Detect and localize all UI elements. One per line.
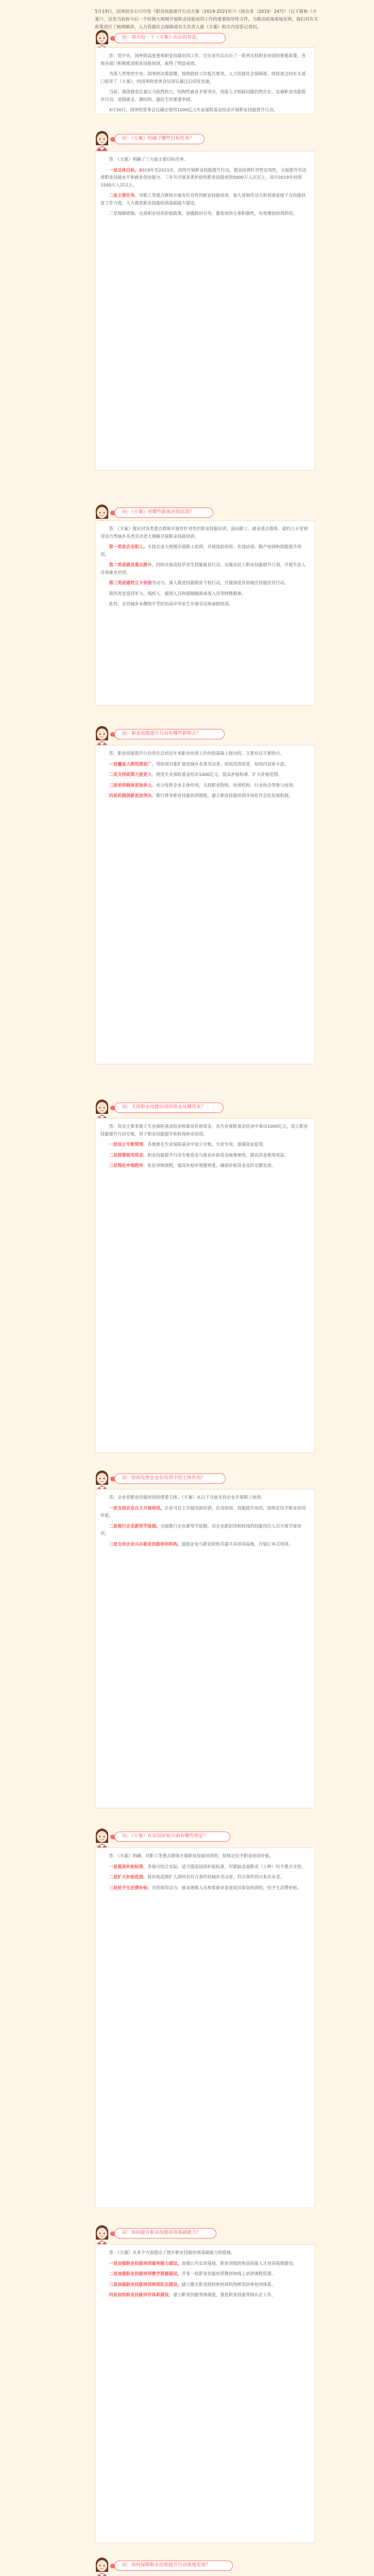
answer-paragraph: 四是加快职业技能评价体系建设。建立职业技能等级制度，推进职业技能等级认定工作。 xyxy=(109,2292,276,2297)
answer-paragraph: 当前，我国就业总量压力依然较大，结构性就业矛盾突出，技能人才短缺问题仍然存在。实施职业技能提升行动，是稳就业、调结构、惠民生的重要举措。 xyxy=(100,89,306,102)
answer-paragraph: 三是支持企业兴办职业技能培训机构。鼓励企业与职业院校共建共享培训基地，开展订单式培训。 xyxy=(109,1541,293,1547)
answer-paragraph: 三是保障措施。完善职业培训补贴政策，加强政府引导，激发培训主体积极性，有效增加培训供给。 xyxy=(109,211,297,216)
answer-paragraph: 二是推行企业新型学徒制。全面推行企业新型学徒制，对企业新招用和转岗的技能岗位人员开展学徒培训。 xyxy=(100,1523,301,1536)
answer-paragraph: 第二类是就业重点群体。持续开展高校毕业生技能就业行动，实施农民工职业技能提升计划，开展失业人员再就业培训。 xyxy=(100,562,306,575)
question-bubble: 问：职业技能提升行动有哪些新特点？ xyxy=(114,729,225,739)
question-bubble: 问：如何提升职业技能培训基础能力？ xyxy=(114,2228,216,2239)
answer-paragraph: 答：党中央、国务院高度重视职业技能培训工作。近年来先后出台了一系列支持职业培训的重要政策，各地各部门积极推进职业技能培训，取得了明显成效。 xyxy=(100,53,306,66)
question-bubble: 问：支持职业技能培训的资金从哪里来？ xyxy=(114,1103,224,1113)
answer-paragraph: 三是培训载体更加多元。充分发挥企业主体作用，支持职业院校、培训机构、行业协会等参与培训。 xyxy=(109,782,297,788)
answer-paragraph: 答：职业技能提升行动是在总结近年来职业培训工作经验基础上提出的，主要有以下新特点。 xyxy=(109,751,284,756)
answer-paragraph: 一是设立专账管理。各地要在失业保险基金中设立专账，专款专用，加强资金监管。 xyxy=(109,1142,267,1147)
answer-card xyxy=(95,151,315,470)
answer-paragraph: 答：《方案》从多个方面提出了提升职业技能培训基础能力的措施。 xyxy=(109,2250,235,2255)
answer-card xyxy=(95,47,315,114)
answer-paragraph: 一是支持企业自主开展培训。企业可自主开展岗前培训、在岗培训、技能提升培训，按规定给予职业培训补贴。 xyxy=(100,1505,306,1518)
answer-paragraph: 答：资金主要来源于失业保险基金结余和就业补助资金。从失业保险基金结余中拿出1000亿元，设立职业技能提升行动专账，用于职业技能提升和转岗转业培训。 xyxy=(100,1124,308,1137)
answer-paragraph: 第一类是企业职工。支持企业大规模开展职工培训，开展岗前培训、在岗培训、脱产培训和技能提升培训。 xyxy=(100,544,301,557)
question-bubble: 问：如何保障职业技能提升行动落地见效？ xyxy=(114,2561,233,2571)
answer-card xyxy=(95,520,315,706)
answer-paragraph: 第四类是退役军人、残疾人、服刑人员和强制隔离戒毒人员等特殊群体。 xyxy=(109,590,246,596)
answer-paragraph: 三是加强职业技能培训师资队伍建设。建立健全职业院校和培训机构师资培养培训体系。 xyxy=(109,2281,276,2287)
question-bubble: 问：《方案》对哪些群体开展培训？ xyxy=(114,507,213,518)
intro-paragraph: 5月19日，国务院办公厅印发《职业技能提升行动方案（2019-2021年）》（国办发〔2019〕24号）（以下简称《方案》），这是当前和今后一个时期大规模开展职业技能培训工作的重要指导性文件。为推动政策落地见效，我们对有关政策进行了梳理解读，人力资源社会保障部有关负责人就《方案》相关内容答记者问。 xyxy=(95,9,318,30)
answer-card xyxy=(95,2244,315,2543)
answer-paragraph: 答：《方案》明确，对职工等重点群体开展职业技能培训的，按规定给予职业培训补贴。 xyxy=(109,1853,274,1858)
answer-paragraph: 二是加强职业技能培训教学资源建设。开发一批职业技能培训教材和线上培训课程资源。 xyxy=(109,2271,276,2276)
answer-paragraph: 第三类是建档立卡贫困劳动力。深入推进技能脱贫千校行动，开展深度贫困地区技能扶贫行动。 xyxy=(109,580,289,585)
answer-paragraph: 为深入贯彻党中央、国务院决策部署，按照政府工作报告要求，人力资源社会保障部、财政部会同有关部门起草了《方案》，经国务院常务会议审议通过后印发实施。 xyxy=(100,71,306,84)
cartoon-host-icon xyxy=(92,2554,112,2576)
answer-paragraph: 答：企业是职业技能培训的重要主体。《方案》从以下方面支持企业开展职工培训。 xyxy=(109,1495,265,1500)
answer-paragraph: 二是支持政策力度更大。使用失业保险基金结余1000亿元，提高补贴标准，扩大补贴范围。 xyxy=(109,772,283,777)
answer-paragraph: 此外，还对城乡未继续升学的初高中毕业生开展劳动预备制培训。 xyxy=(109,601,233,606)
question-bubble: 问：《方案》在培训补贴方面有哪些规定？ xyxy=(114,1832,230,1842)
answer-paragraph: 一是总体目标。2019年至2021年，持续开展职业技能提升行动，提高培训针对性实效性，全面提升劳动者职业技能水平和就业创业能力。三年共开展各类补贴性职业技能培训5000万人次以上，其中2019年培训1500万人次以上。 xyxy=(100,167,307,188)
answer-card xyxy=(95,1489,315,1808)
answer-paragraph: 二是统筹使用资金。职业技能提升行动专账资金与就业补助资金统筹使用，提高资金使用效益。 xyxy=(109,1152,289,1158)
answer-paragraph: 答：《方案》提出对各类重点群体开展有针对性的职业技能培训，面向职工、就业重点群体、建档立卡贫困劳动力等城乡各类劳动者大规模开展职业技能培训。 xyxy=(100,526,308,539)
answer-card xyxy=(95,1848,315,2208)
question-bubble: 问：如何发挥企业在培训中的主体作用？ xyxy=(114,1473,226,1484)
answer-paragraph: 三是简化申领程序。优化审核流程，提高补贴申领便利度，确保补贴资金及时足额发放。 xyxy=(109,1163,276,1168)
answer-card xyxy=(95,1118,315,1453)
answer-card xyxy=(95,745,315,1064)
answer-paragraph: 二是主要任务。对职工等重点群体开展有针对性的职业技能培训，加大贫困劳动力和贫困家庭子女技能扶贫工作力度，大力推进职业技能培训基础能力建设。 xyxy=(100,193,306,206)
answer-paragraph: 一是提高补贴标准。各地可结合实际，适当提高培训补贴标准，对紧缺急需职业（工种）给予重点支持。 xyxy=(109,1863,306,1869)
answer-paragraph: 答：《方案》明确了三方面主要目标任务。 xyxy=(109,157,189,162)
question-bubble: 问：《方案》明确了哪些目标任务？ xyxy=(114,134,205,144)
answer-paragraph: 二是扩大补贴范围。将补贴范围扩大到所有符合条件的城乡劳动者，符合条件的可多次享受。 xyxy=(109,1874,284,1879)
answer-paragraph: 4月30日，国务院常务会议确定使用1000亿元失业保险基金结余开展职业技能提升行动。 xyxy=(109,107,278,112)
answer-paragraph: 三是给予生活费补贴。对贫困劳动力、就业困难人员和零就业家庭成员参加培训的，给予生活费补贴。 xyxy=(109,1885,301,1890)
answer-paragraph: 一是加强职业技能培训服务能力建设。加强公共实训基地、职业训练院和高技能人才培训基地建设。 xyxy=(109,2260,297,2266)
answer-paragraph: 四是机制创新更加突出。推行终身职业技能培训制度，建立职业技能培训市场化社会化发展机制。 xyxy=(109,793,293,798)
question-bubble: 问：请介绍一下《方案》出台的背景。 xyxy=(114,33,226,43)
answer-paragraph: 一是覆盖人群范围更广。将培训对象扩展至城乡各类劳动者，培训范围更宽，培训内容更丰富。 xyxy=(109,761,289,767)
